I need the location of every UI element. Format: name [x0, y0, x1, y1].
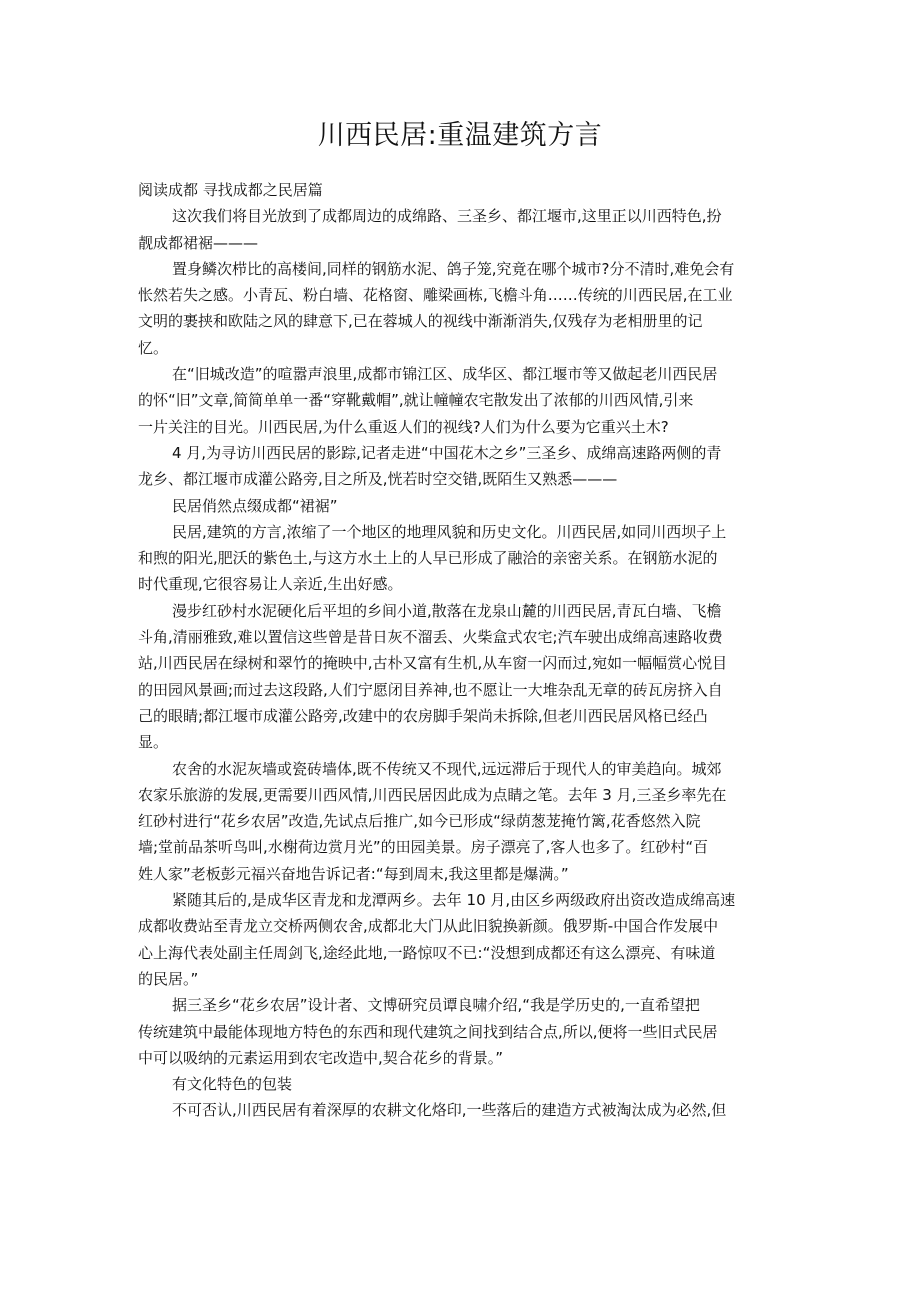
text-line: 和煦的阳光,肥沃的紫色土,与这方水土上的人早已形成了融洽的亲密关系。在钢筋水泥的	[138, 549, 718, 568]
text-line: 心上海代表处副主任周剑飞,途经此地,一路惊叹不已:“没想到成都还有这么漂亮、有味道	[138, 943, 716, 962]
document-title: 川西民居:重温建筑方言	[317, 120, 603, 151]
text-line: 据三圣乡“花乡农居”设计者、文博研究员谭良啸介绍,“我是学历史的,一直希望把	[172, 996, 700, 1015]
text-line: 时代重现,它很容易让人亲近,生出好感。	[138, 575, 403, 594]
text-line: 阅读成都 寻找成都之民居篇	[138, 181, 323, 199]
text-line: 在“旧城改造”的喧嚣声浪里,成都市锦江区、成华区、都江堰市等又做起老川西民居	[172, 365, 718, 384]
text-line: 的田园风景画;而过去这段路,人们宁愿闭目养神,也不愿让一大堆杂乱无章的砖瓦房挤入自	[138, 680, 723, 699]
text-line: 4 月,为寻访川西民居的影踪,记者走进“中国花木之乡”三圣乡、成绵高速路两侧的青	[172, 443, 722, 462]
text-line: 中可以吸纳的元素运用到农宅改造中,契合花乡的背景。”	[138, 1048, 504, 1067]
text-line: 不可否认,川西民居有着深厚的农耕文化烙印,一些落后的建造方式被淘汰成为必然,但	[172, 1101, 727, 1120]
text-line: 一片关注的目光。川西民居,为什么重返人们的视线?人们为什么要为它重兴土木?	[138, 417, 669, 436]
text-line: 置身鳞次栉比的高楼间,同样的钢筋水泥、鸽子笼,究竟在哪个城市?分不清时,难免会有	[172, 259, 735, 278]
text-line: 传统建筑中最能体现地方特色的东西和现代建筑之间找到结合点,所以,便将一些旧式民居	[138, 1022, 718, 1041]
text-line: 龙乡、都江堰市成灌公路旁,目之所及,恍若时空交错,既陌生又熟悉———	[138, 470, 618, 489]
text-line: 漫步红砂村水泥硬化后平坦的乡间小道,散落在龙泉山麓的川西民居,青瓦白墙、飞檐	[172, 601, 722, 620]
text-line: 这次我们将目光放到了成都周边的成绵路、三圣乡、都江堰市,这里正以川西特色,扮	[172, 207, 722, 226]
text-line: 显。	[138, 733, 169, 752]
text-line: 站,川西民居在绿树和翠竹的掩映中,古朴又富有生机,从车窗一闪而过,宛如一幅幅赏心悦目	[138, 654, 728, 673]
text-line: 农舍的水泥灰墙或瓷砖墙体,既不传统又不现代,远远滞后于现代人的审美趋向。城郊	[172, 759, 722, 778]
text-line: 有文化特色的包装	[172, 1075, 293, 1094]
text-line: 的民居。”	[138, 969, 199, 988]
text-line: 民居俏然点缀成都“裙裾”	[172, 496, 338, 515]
text-line: 的怀“旧”文章,简简单单一番“穿靴戴帽”,就让幢幢农宅散发出了浓郁的川西风情,引来	[138, 391, 694, 410]
text-line: 怅然若失之感。小青瓦、粉白墙、花格窗、雕梁画栋,飞檐斗角……传统的川西民居,在工业	[138, 286, 733, 305]
text-line: 忆。	[138, 338, 169, 357]
text-line: 靓成都裙裾———	[138, 233, 259, 252]
text-line: 农家乐旅游的发展,更需要川西风情,川西民居因此成为点睛之笔。去年 3 月,三圣乡率先在	[138, 785, 727, 804]
text-line: 紧随其后的,是成华区青龙和龙潭两乡。去年 10 月,由区乡两级政府出资改造成绵高速	[172, 891, 736, 910]
text-line: 红砂村进行“花乡农居”改造,先试点后推广,如今已形成“绿荫葱茏掩竹篱,花香悠然入院	[138, 812, 701, 831]
text-line: 姓人家”老板彭元福兴奋地告诉记者:“每到周末,我这里都是爆满。”	[138, 864, 569, 883]
text-line: 墙;堂前品茶听鸟叫,水榭荷边赏月光”的田园美景。房子漂亮了,客人也多了。红砂村“百	[138, 838, 709, 857]
text-line: 成都收费站至青龙立交桥两侧农舍,成都北大门从此旧貌换新颜。俄罗斯-中国合作发展中	[138, 917, 719, 936]
text-line: 斗角,清丽雅致,难以置信这些曾是昔日灰不溜丢、火柴盒式农宅;汽车驶出成绵高速路收费	[138, 628, 723, 647]
text-line: 文明的裹挟和欧陆之风的肆意下,已在蓉城人的视线中渐渐消失,仅残存为老相册里的记	[138, 312, 703, 331]
text-line: 己的眼睛;都江堰市成灌公路旁,改建中的农房脚手架尚未拆除,但老川西民居风格已经凸	[138, 706, 708, 725]
document-body	[138, 177, 774, 1124]
text-line: 民居,建筑的方言,浓缩了一个地区的地理风貌和历史文化。川西民居,如同川西坝子上	[172, 522, 727, 541]
